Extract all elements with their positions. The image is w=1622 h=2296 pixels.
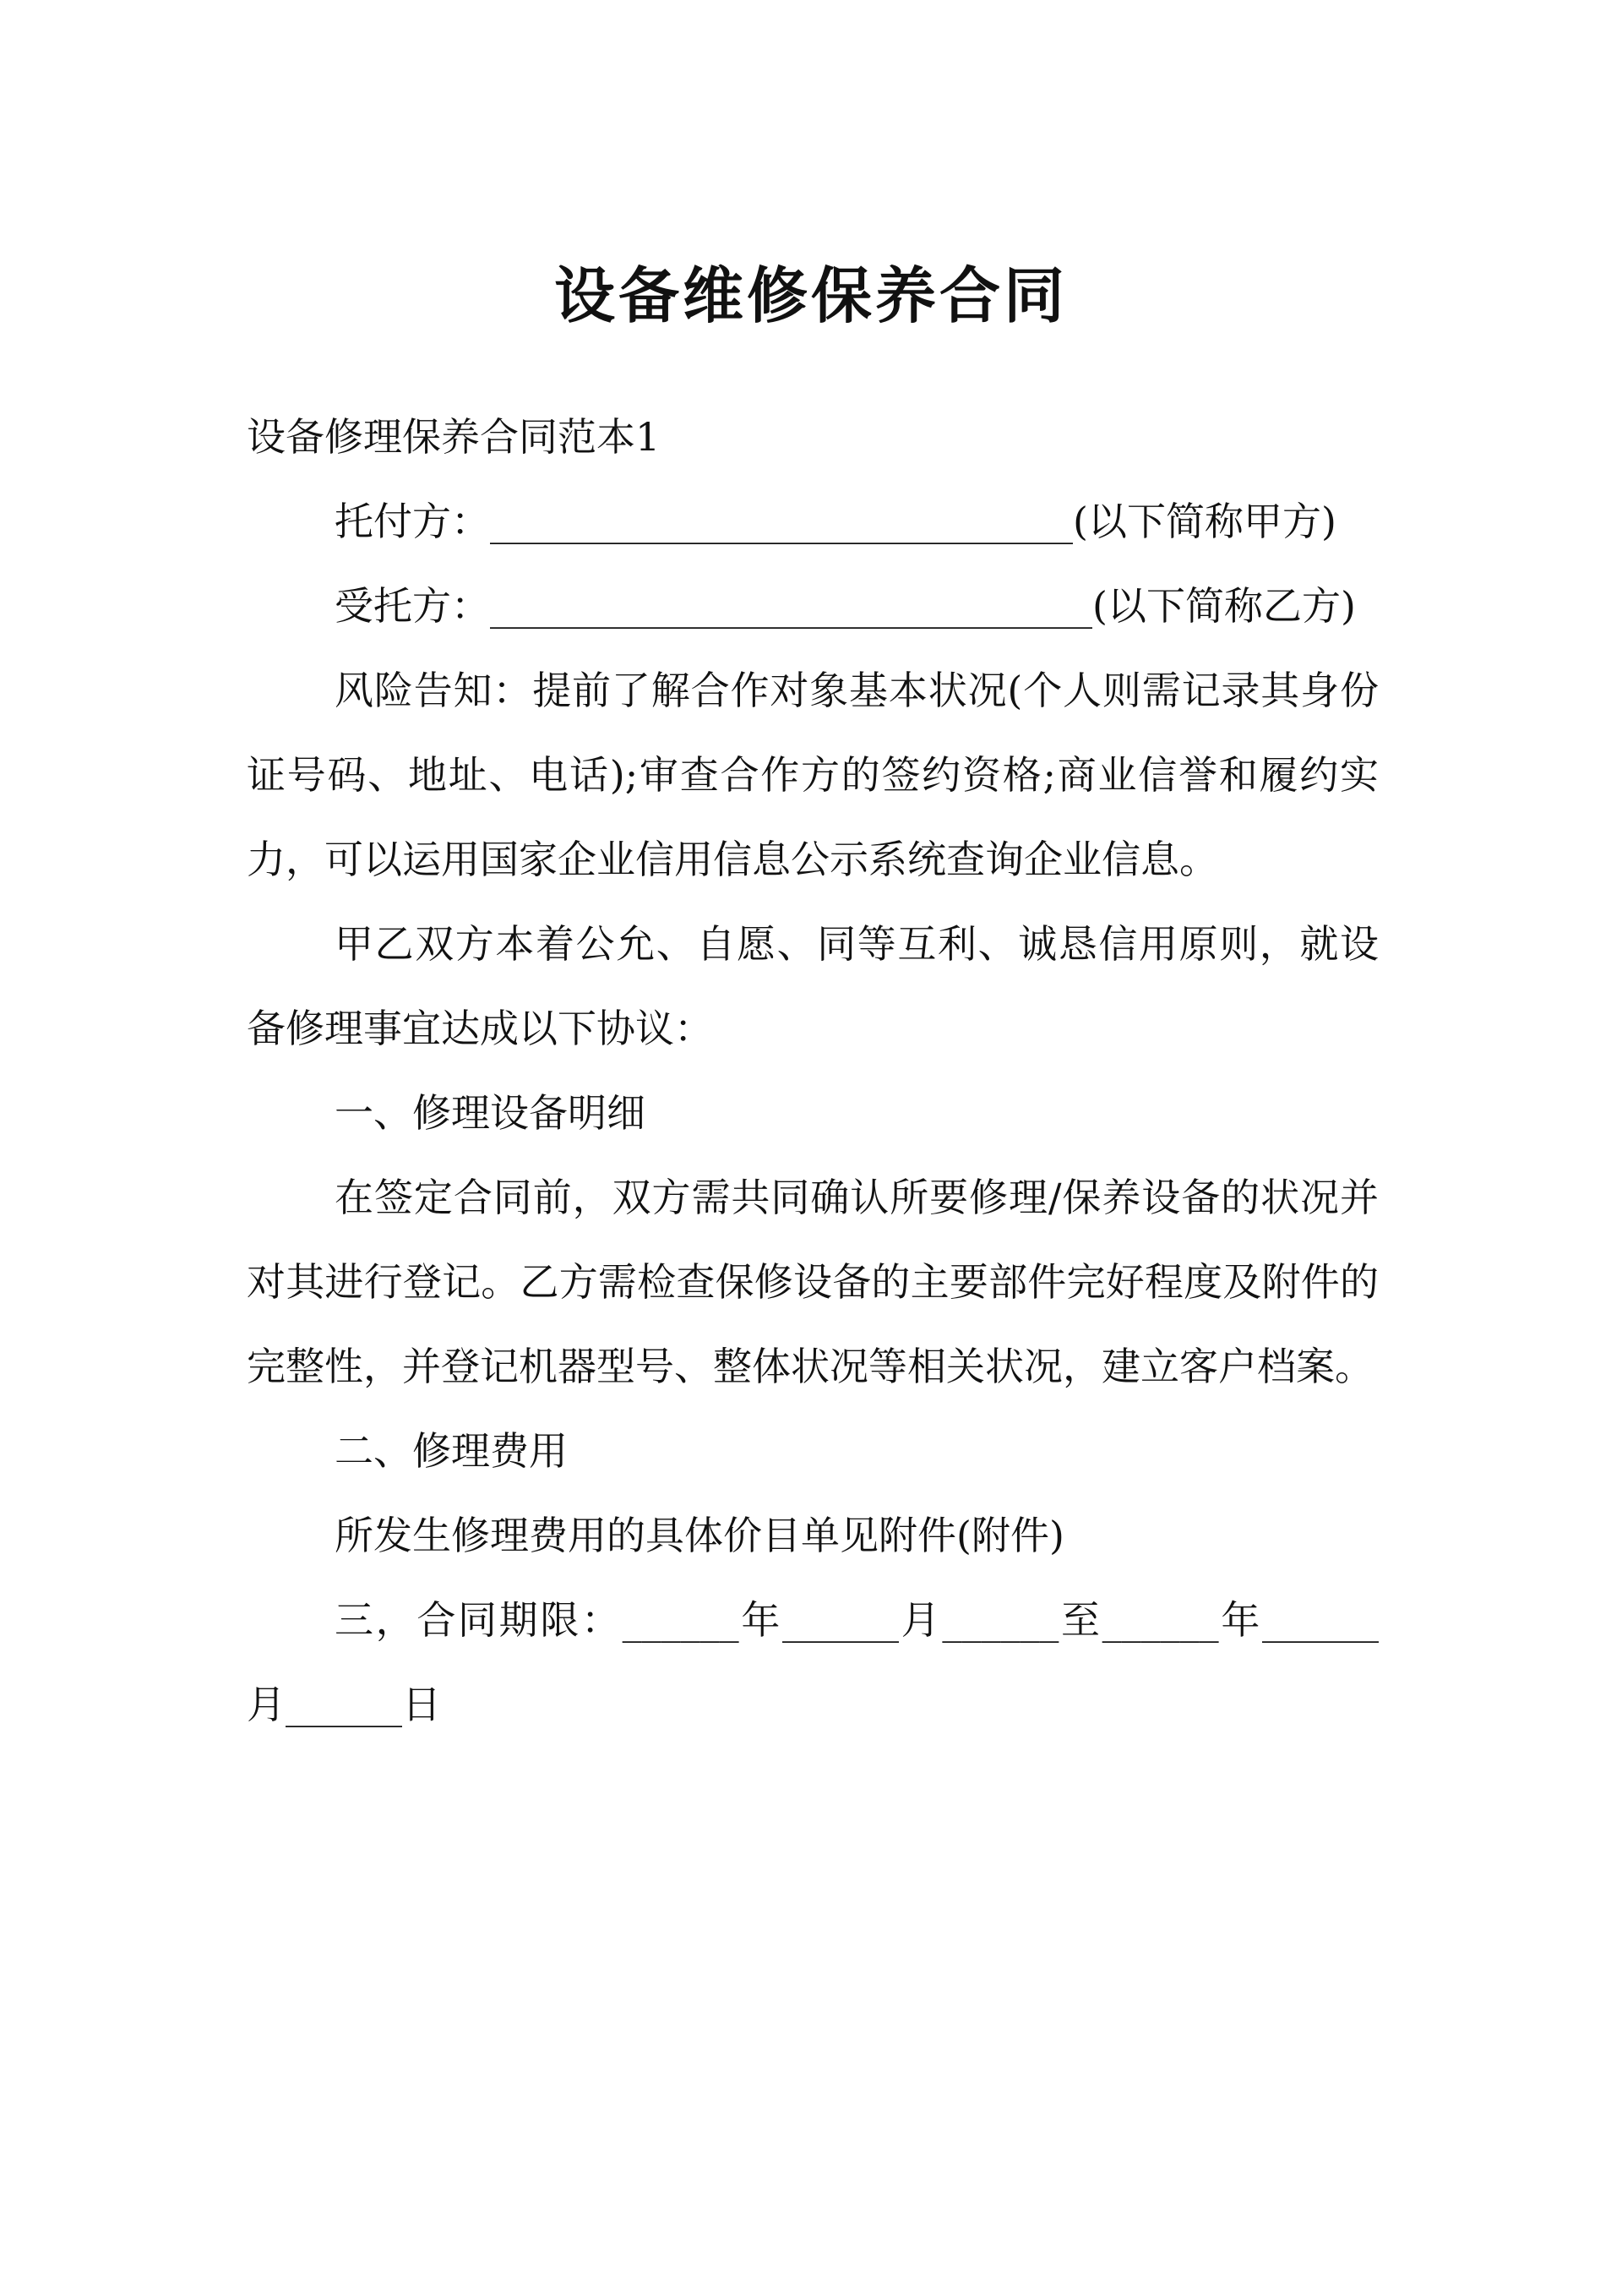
- document-body: [247, 395, 1379, 1747]
- section-heading-equipment-details: 一、修理设备明细: [335, 1090, 645, 1136]
- section-heading-repair-fees: 二、修理费用: [335, 1428, 568, 1474]
- repair-fees-paragraph: 所发生修理费用的具体价目单见附件(附件): [335, 1513, 1064, 1558]
- agreement-principles-paragraph: 甲乙双方本着公允、自愿、同等互利、诚恳信用原则，就设备修理事宜达成以下协议：: [247, 921, 1379, 1051]
- document-title: 设备维修保养合同: [553, 259, 1068, 331]
- risk-notice-paragraph: 风险告知：提前了解合作对象基本状况(个人则需记录其身份证号码、地址、电话);审查合作方的签约资格;商业信誉和履约实力，可以运用国家企业信用信息公示系统查询企业信息。: [247, 668, 1379, 882]
- contract-term-line: 三，合同期限：______年______月______至______年______月______日: [247, 1597, 1379, 1727]
- equipment-details-paragraph: 在签定合同前，双方需共同确认所要修理/保养设备的状况并对其进行登记。乙方需检查保修设备的主要部件完好程度及附件的完整性，并登记机器型号、整体状况等相关状况，建立客户档案。: [247, 1175, 1379, 1389]
- contract-template-heading: 设备修理保养合同范本1: [247, 414, 661, 460]
- agent-party-line: 受托方：_______________________________(以下简称乙方): [335, 583, 1356, 629]
- principal-party-line: 托付方：______________________________(以下简称甲方): [335, 499, 1336, 544]
